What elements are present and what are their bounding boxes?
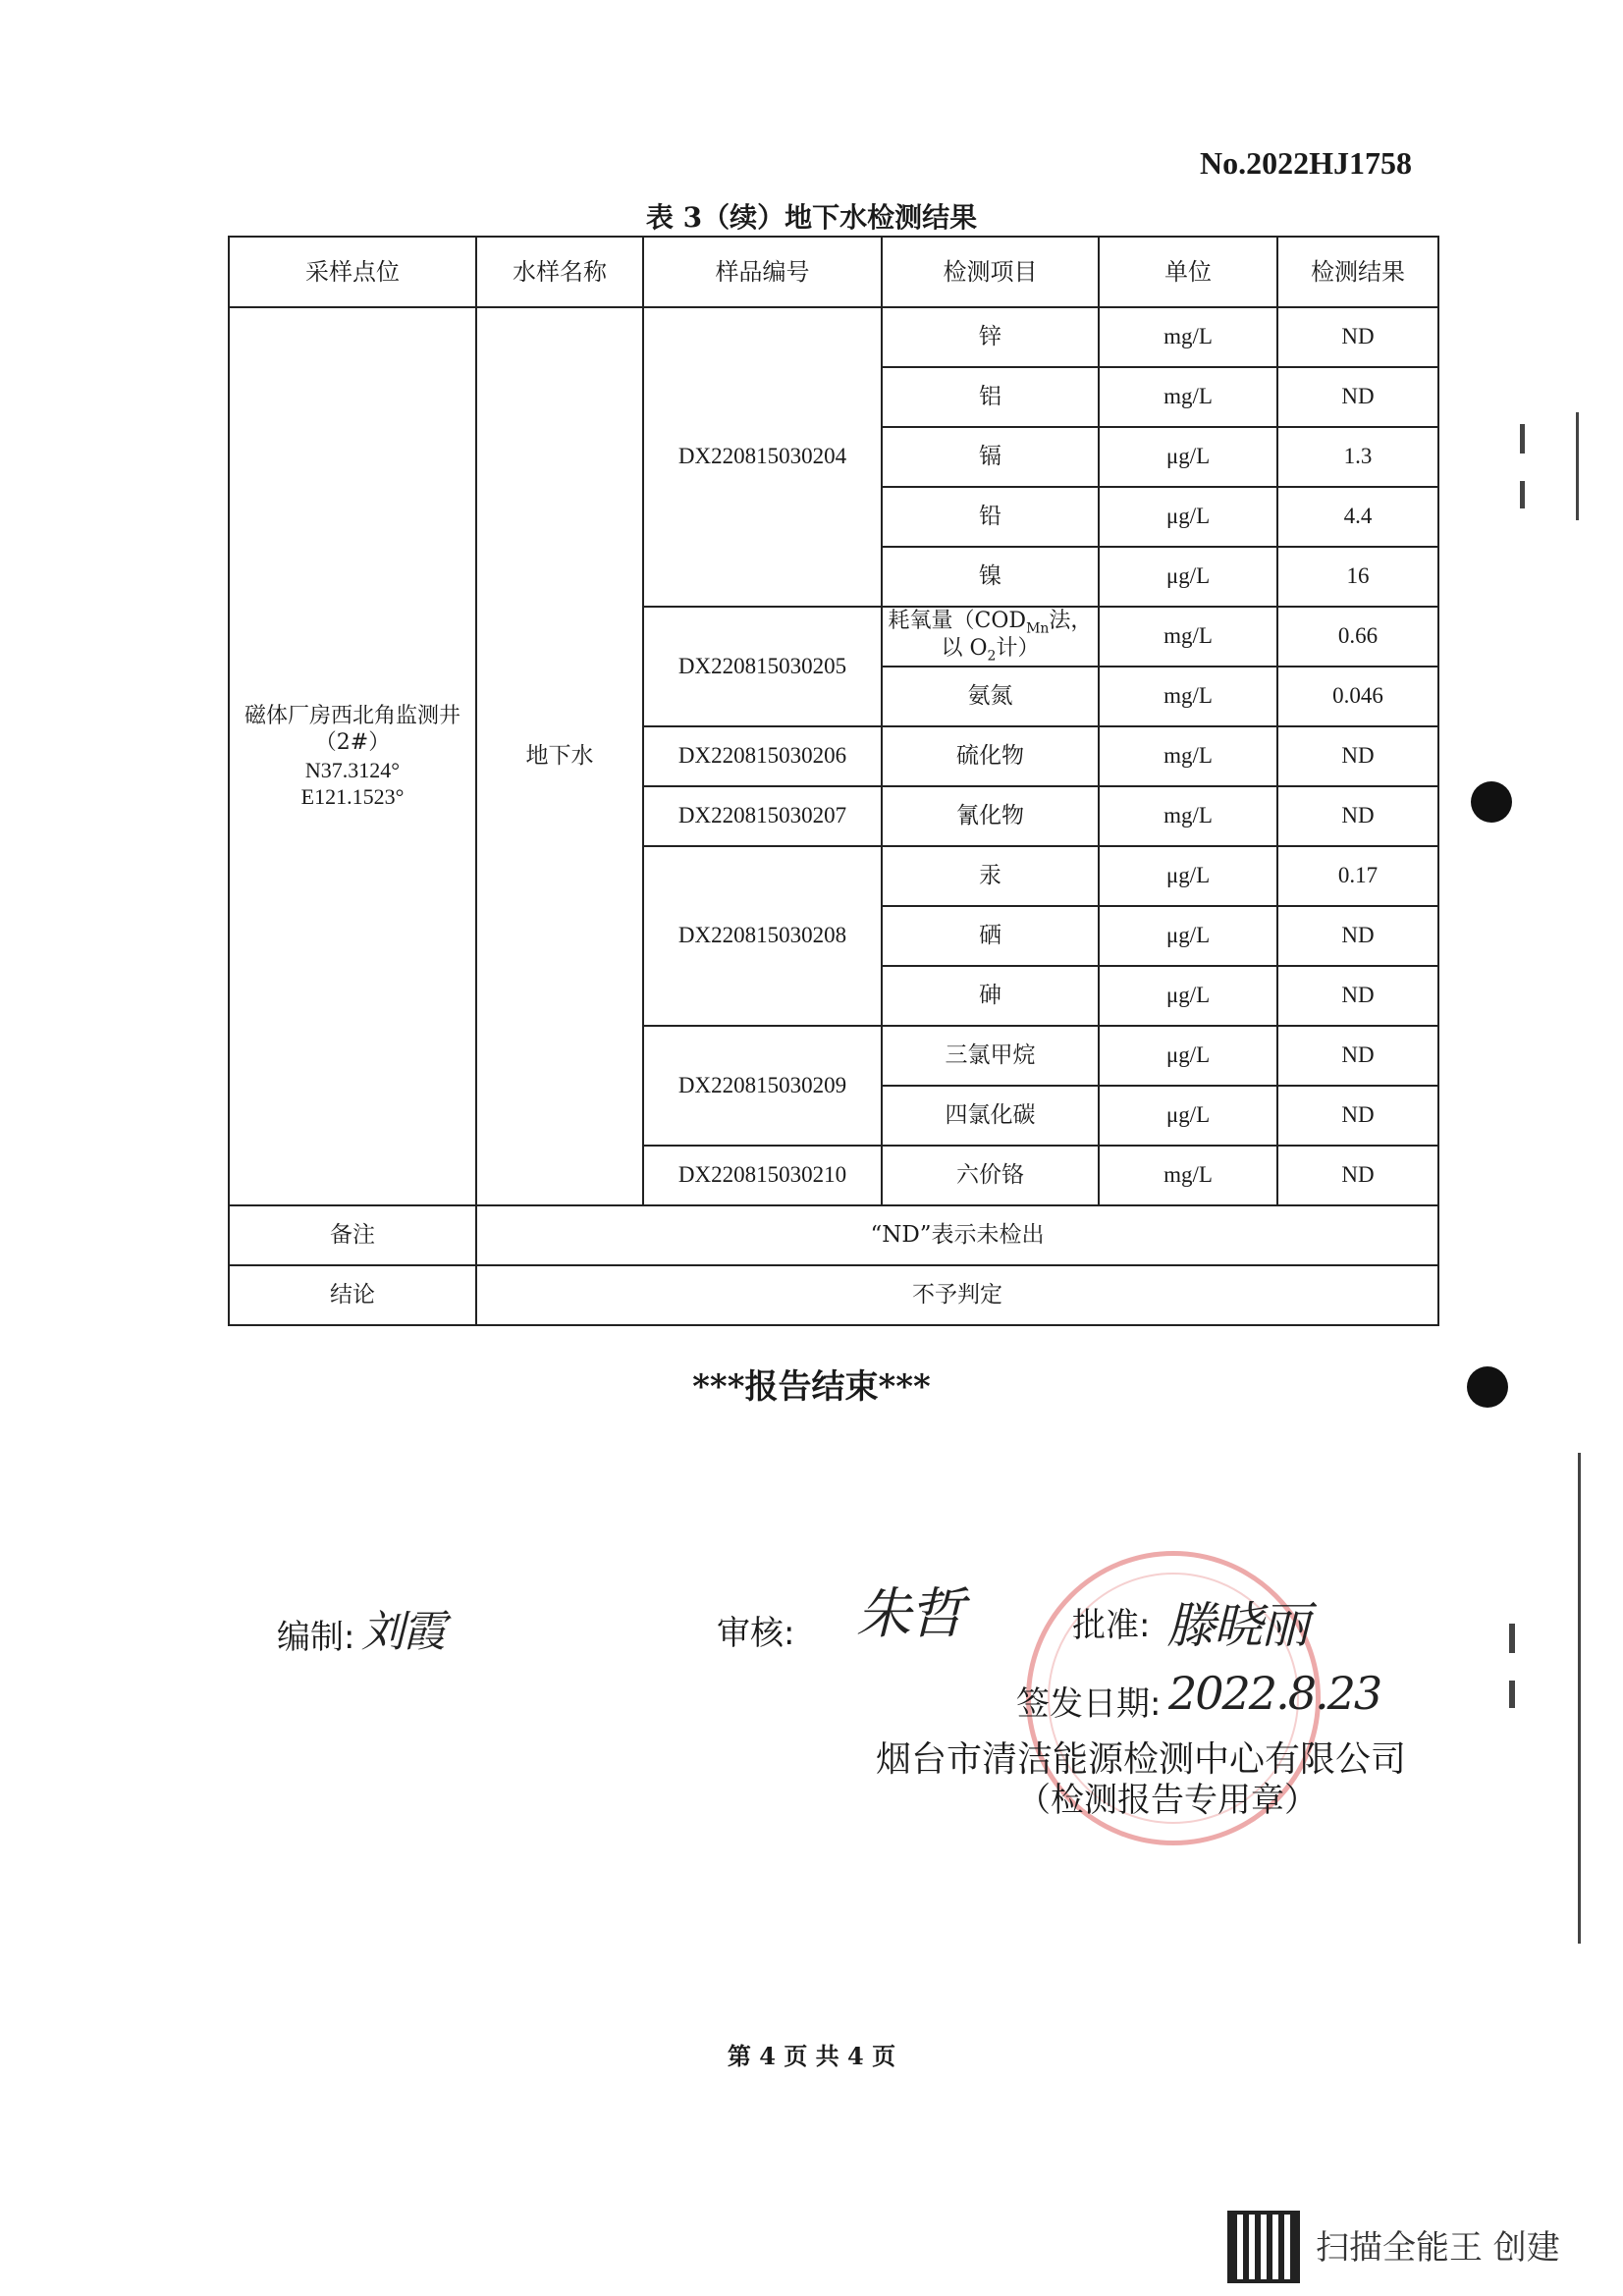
unit-cell: μg/L (1099, 427, 1277, 487)
test-item-cell: 砷 (882, 966, 1099, 1026)
unit-cell: mg/L (1099, 726, 1277, 786)
table-row (229, 307, 1438, 367)
edge-mark (1509, 1624, 1515, 1653)
sample-id-cell: DX220815030204 (643, 307, 882, 607)
test-item-cell: 硒 (882, 906, 1099, 966)
site-latitude: N37.3124° (304, 757, 401, 782)
test-item-cell: 六价铬 (882, 1146, 1099, 1205)
test-item-cell: 铅 (882, 487, 1099, 547)
compiled-label: 编制: (277, 1618, 355, 1657)
unit-cell: μg/L (1099, 1026, 1277, 1086)
test-item-cell (882, 607, 1099, 667)
table-title: 表 3（续）地下水检测结果 (645, 201, 978, 234)
report-end-marker: ***报告结束*** (692, 1367, 931, 1407)
test-item-cell: 锌 (882, 307, 1099, 367)
unit-cell: μg/L (1099, 846, 1277, 906)
approved-signature: 滕晓丽 (1166, 1597, 1308, 1654)
test-item-cell: 汞 (882, 846, 1099, 906)
punch-hole (1467, 1366, 1508, 1408)
sample-id-cell: DX220815030209 (643, 1026, 882, 1146)
result-cell: ND (1277, 786, 1438, 846)
report-number: No.2022HJ1758 (1200, 145, 1412, 181)
result-cell: 1.3 (1277, 427, 1438, 487)
table-header-row (229, 237, 1438, 307)
test-item-cell: 氰化物 (882, 786, 1099, 846)
unit-cell: mg/L (1099, 786, 1277, 846)
company-name: 烟台市清洁能源检测中心有限公司 (876, 1739, 1407, 1780)
edge-mark (1520, 424, 1525, 454)
remark-row (229, 1205, 1438, 1265)
unit-cell: mg/L (1099, 1146, 1277, 1205)
test-item-cell: 氨氮 (882, 667, 1099, 726)
reviewed-label: 审核: (717, 1614, 795, 1653)
test-item-cell: 三氯甲烷 (882, 1026, 1099, 1086)
unit-cell: μg/L (1099, 906, 1277, 966)
qr-code-icon (1227, 2211, 1300, 2283)
sample-id-cell: DX220815030205 (643, 607, 882, 726)
conclusion-value: 不予判定 (476, 1265, 1438, 1325)
site-code: （2#） (314, 730, 391, 755)
seal-note: （检测报告专用章） (1017, 1781, 1318, 1820)
unit-cell: mg/L (1099, 367, 1277, 427)
test-item-cell: 镉 (882, 427, 1099, 487)
edge-mark (1578, 1453, 1581, 1944)
sample-id-cell: DX220815030208 (643, 846, 882, 1026)
result-cell: 0.66 (1277, 607, 1438, 667)
remark-value: “ND”表示未检出 (476, 1205, 1438, 1265)
result-cell: ND (1277, 307, 1438, 367)
edge-mark (1576, 412, 1579, 520)
header-site: 采样点位 (229, 237, 476, 307)
unit-cell: mg/L (1099, 607, 1277, 667)
issue-date-label: 签发日期: (1016, 1684, 1162, 1724)
cod-subscript: Mn (1026, 620, 1050, 637)
result-cell: ND (1277, 1026, 1438, 1086)
water-name-cell: 地下水 (476, 307, 643, 1205)
unit-cell: mg/L (1099, 307, 1277, 367)
unit-cell: μg/L (1099, 1086, 1277, 1146)
result-cell: 4.4 (1277, 487, 1438, 547)
result-cell: ND (1277, 1086, 1438, 1146)
cod-label: 耗氧量（COD (888, 608, 1027, 633)
result-cell: ND (1277, 966, 1438, 1026)
unit-cell: mg/L (1099, 667, 1277, 726)
unit-cell: μg/L (1099, 966, 1277, 1026)
conclusion-label: 结论 (229, 1265, 476, 1325)
header-water-name: 水样名称 (476, 237, 643, 307)
result-cell: ND (1277, 726, 1438, 786)
groundwater-results-table (228, 236, 1439, 1326)
test-item-cell: 四氯化碳 (882, 1086, 1099, 1146)
result-cell: ND (1277, 1146, 1438, 1205)
remark-label: 备注 (229, 1205, 476, 1265)
unit-cell: μg/L (1099, 547, 1277, 607)
sample-id-cell: DX220815030206 (643, 726, 882, 786)
site-longitude: E121.1523° (300, 784, 405, 809)
site-cell (229, 307, 476, 1205)
result-cell: 16 (1277, 547, 1438, 607)
result-cell: 0.17 (1277, 846, 1438, 906)
page-number: 第 4 页 共 4 页 (727, 2042, 896, 2070)
result-cell: 0.046 (1277, 667, 1438, 726)
conclusion-row (229, 1265, 1438, 1325)
result-cell: ND (1277, 367, 1438, 427)
unit-cell: μg/L (1099, 487, 1277, 547)
cod-basis-end: 计） (996, 635, 1040, 661)
sample-id-cell: DX220815030207 (643, 786, 882, 846)
edge-mark (1509, 1681, 1515, 1708)
approved-label: 批准: (1072, 1606, 1151, 1645)
header-unit: 单位 (1099, 237, 1277, 307)
edge-mark (1520, 481, 1525, 508)
cod-basis-subscript: 2 (987, 647, 997, 664)
test-item-cell: 硫化物 (882, 726, 1099, 786)
header-test-item: 检测项目 (882, 237, 1099, 307)
cod-basis: 以 O (941, 635, 988, 661)
reviewed-signature: 朱哲 (856, 1582, 962, 1646)
cod-method: 法， (1049, 608, 1093, 633)
test-item-cell: 铝 (882, 367, 1099, 427)
scanner-watermark: 扫描全能王 创建 (1316, 2228, 1560, 2268)
header-result: 检测结果 (1277, 237, 1438, 307)
site-name: 磁体厂房西北角监测井 (243, 703, 460, 728)
header-sample-id: 样品编号 (643, 237, 882, 307)
result-cell: ND (1277, 906, 1438, 966)
test-item-cell: 镍 (882, 547, 1099, 607)
sample-id-cell: DX220815030210 (643, 1146, 882, 1205)
punch-hole (1471, 781, 1512, 823)
compiled-signature: 刘霞 (361, 1607, 444, 1657)
issue-date-value: 2022.8.23 (1168, 1667, 1381, 1720)
